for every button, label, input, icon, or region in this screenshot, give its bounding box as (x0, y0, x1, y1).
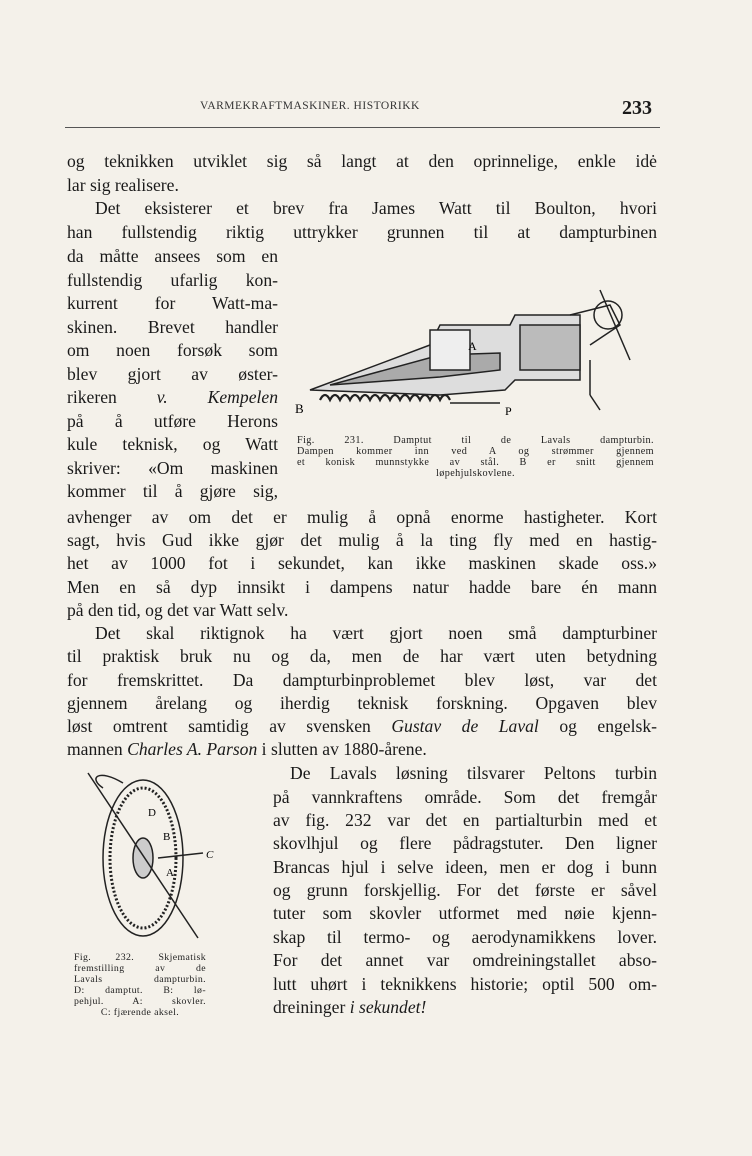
header-rule (65, 127, 660, 128)
text-line (67, 386, 278, 408)
figure-231-drawing (290, 285, 660, 420)
text-run: kommer til å gjøre sig, (67, 481, 278, 501)
text-line (67, 316, 278, 338)
caption-line: C: fjærende aksel. (100, 1007, 180, 1018)
text-run: for fremskrittet. Da dampturbinproblemet blev løst, var det (67, 670, 657, 690)
text-run: Det eksisterer et brev fra James Watt til Boulton, hvori (95, 198, 657, 218)
text-line (67, 410, 278, 432)
text-line (67, 692, 657, 714)
fig232-label-d: D (148, 807, 156, 819)
text-line (273, 996, 657, 1018)
text-run: rikeren (67, 387, 157, 407)
text-run: lar sig realisere. (67, 175, 179, 195)
text-run: kule teknisk, og Watt (67, 434, 278, 454)
text-line (67, 150, 657, 172)
fig231-label-p: P (505, 404, 512, 418)
text-line (67, 529, 657, 551)
italic-run: Charles A. Parson (127, 739, 258, 759)
text-run: og engelsk- (538, 716, 658, 736)
italic-run: Gustav de Laval (391, 716, 539, 736)
fig231-label-b: B (295, 401, 304, 416)
text-run: av fig. 232 var det en partialturbin med et (273, 810, 657, 830)
text-run: skap til termo- og aerodynamikkens lover. (273, 927, 657, 947)
text-line (67, 480, 278, 502)
running-title: VARMEKRAFTMASKINER. HISTORIKK (200, 100, 420, 112)
text-line (95, 197, 657, 219)
text-run: på vannkraftens område. Som det fremgår (273, 787, 657, 807)
fig232-label-a: A (166, 867, 174, 879)
text-line (67, 576, 657, 598)
text-line (67, 363, 278, 385)
text-line (67, 599, 657, 621)
text-run: dreininger (273, 997, 350, 1017)
fig232-label-c: C (206, 849, 214, 861)
text-line (67, 645, 657, 667)
text-run: lutt uhørt i teknikkens historie; optil 500 om- (273, 974, 657, 994)
text-run: mannen (67, 739, 128, 759)
text-run: i slutten av 1880-årene. (257, 739, 427, 759)
caption-line: pehjul. A: skovler. (74, 996, 206, 1007)
text-line (67, 433, 278, 455)
text-run: da måtte ansees som en (67, 246, 278, 266)
text-run: og grunn forskjellig. For det første er såvel (273, 880, 657, 900)
text-line (67, 269, 278, 291)
italic-run: v. Kempelen (156, 387, 278, 407)
text-run: løst omtrent samtidig av svensken (67, 716, 392, 736)
text-run: på den tid, og det var Watt selv. (67, 600, 289, 620)
text-run: kurrent for Watt-ma- (67, 293, 278, 313)
text-run: skinen. Brevet handler (67, 317, 278, 337)
text-run: til praktisk bruk nu og da, men de har vært uten betydning (67, 646, 657, 666)
text-line (67, 292, 278, 314)
text-line (273, 809, 657, 831)
caption-line: Lavals dampturbin. (74, 974, 206, 985)
text-line (67, 738, 657, 760)
caption-line: Fig. 232. Skjematisk (74, 952, 206, 963)
text-run: Det skal riktignok ha vært gjort noen små dampturbiner (95, 623, 657, 643)
text-run: Brancas hjul i selve ideen, men er dog i bunn (273, 857, 657, 877)
text-line (273, 949, 657, 971)
text-run: For det annet var omdreiningstallet abso- (273, 950, 657, 970)
text-run: og teknikken utviklet sig så langt at den oprinnelige, enkle idė (67, 151, 657, 171)
text-run: tuter som skovler utformet med nøie kjenn- (273, 903, 657, 923)
text-line (67, 339, 278, 361)
text-run: skriver: «Om maskinen (67, 458, 278, 478)
text-line (67, 552, 657, 574)
text-line (273, 856, 657, 878)
text-line (67, 174, 657, 196)
caption-line: Fig. 231. Damptut til de Lavals dampturbin. (297, 435, 654, 446)
caption-line: Dampen kommer inn ved A og strømmer gjennem (297, 446, 654, 457)
text-line (67, 457, 278, 479)
figure-232-drawing (68, 758, 218, 948)
text-line (290, 762, 657, 784)
figure-232-caption (74, 952, 206, 1018)
text-line (273, 786, 657, 808)
text-line (67, 715, 657, 737)
caption-line: et konisk munnstykke av stål. B er snitt gjennem (297, 457, 654, 468)
text-line (67, 669, 657, 691)
text-run: skovlhjul og flere pådragstuter. Den ligner (273, 833, 657, 853)
text-line (273, 902, 657, 924)
text-run: blev gjort av øster- (67, 364, 278, 384)
text-line (273, 879, 657, 901)
text-run: avhenger av om det er mulig å opnå enorme hastigheter. Kort (67, 507, 657, 527)
text-line (95, 622, 657, 644)
caption-line: løpehjulskovlene. (436, 468, 515, 479)
italic-run: i sekundet! (349, 997, 427, 1017)
text-run: sagt, hvis Gud ikke gjør det mulig å la ting fly med en hastig- (67, 530, 657, 550)
text-run: gjennem årelang og iherdig teknisk forskning. Opgaven blev (67, 693, 657, 713)
caption-line: D: damptut. B: lø- (74, 985, 206, 996)
text-line (67, 221, 657, 243)
text-run: Men en så dyp innsikt i dampens natur hadde bare én mann (67, 577, 657, 597)
text-run: De Lavals løsning tilsvarer Peltons turbin (290, 763, 657, 783)
text-line (67, 506, 657, 528)
page-number: 233 (622, 97, 652, 119)
fig231-label-a: A (468, 339, 477, 353)
text-line (67, 245, 278, 267)
text-line (273, 973, 657, 995)
caption-line: fremstilling av de (74, 963, 206, 974)
text-run: han fullstendig riktig uttrykker grunnen til at dampturbinen (67, 222, 657, 242)
figure-231-caption (297, 435, 654, 479)
text-run: het av 1000 fot i sekundet, kan ikke maskinen skade oss.» (67, 553, 657, 573)
text-run: fullstendig ufarlig kon- (67, 270, 278, 290)
fig232-label-b: B (163, 831, 171, 843)
text-run: om noen forsøk som (67, 340, 278, 360)
text-line (273, 832, 657, 854)
text-line (273, 926, 657, 948)
text-run: på å utføre Herons (67, 411, 278, 431)
